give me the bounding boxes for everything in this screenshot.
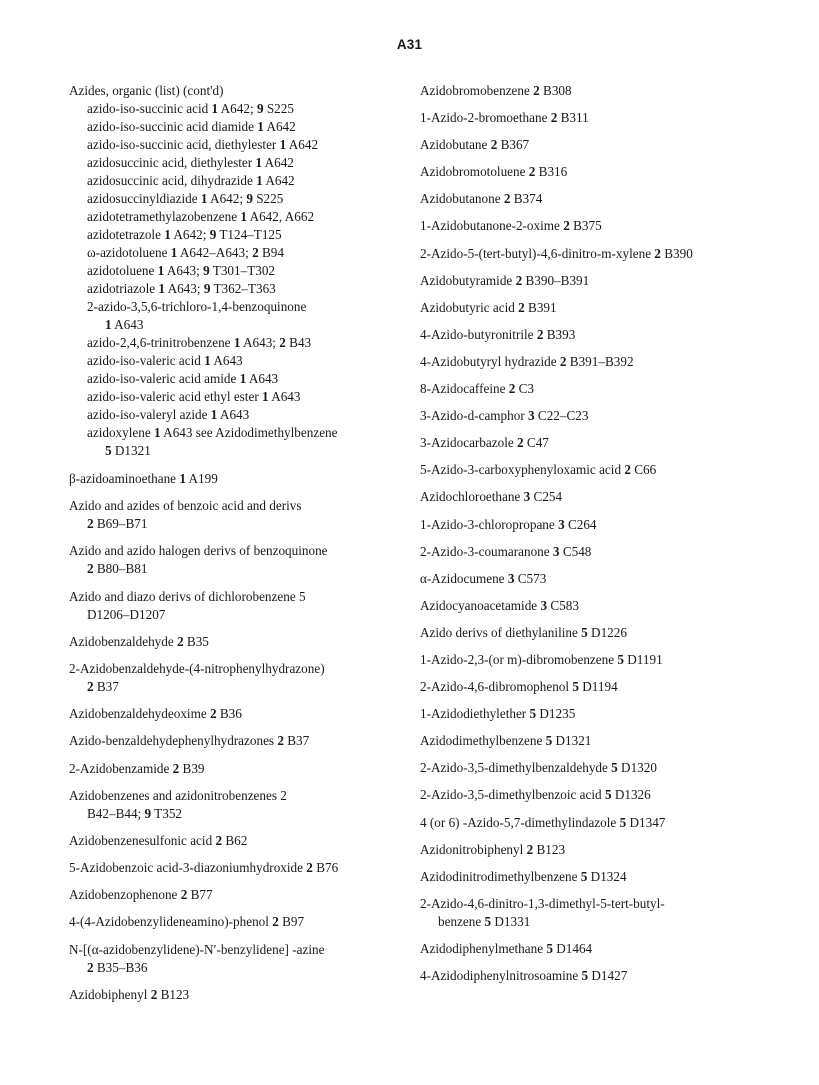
index-entry [420, 940, 740, 958]
entry-line: Azido and azides of benzoic acid and derivs [69, 498, 302, 514]
index-entry [420, 217, 740, 235]
entry-line: Azido-benzaldehydephenylhydrazones 2 B37 [69, 733, 310, 749]
group-item: azido-iso-succinic acid diamide 1 A642 [87, 119, 296, 134]
entry-line: Azidobiphenyl 2 B123 [69, 986, 190, 1002]
entry-line: 4 (or 6) -Azido-5,7-dimethylindazole 5 D1347 [420, 814, 666, 830]
group-item: azidotriazole 1 A643; 9 T362–T363 [87, 281, 276, 296]
entry-line: Azidodiphenylmethane 5 D1464 [420, 940, 593, 956]
index-entry [69, 832, 399, 850]
group-item: azidoxylene 1 A643 see Azidodimethylbenzene [87, 425, 338, 440]
index-entry [420, 868, 740, 886]
entry-line: 2-Azido-5-(tert-butyl)-4,6-dinitro-m-xylene 2 B390 [420, 245, 693, 261]
entry-line: 8-Azidocaffeine 2 C3 [420, 381, 535, 397]
entry-line: 2-Azido-3-coumaranone 3 C548 [420, 543, 592, 559]
left-entries [69, 470, 399, 1004]
index-entry [420, 895, 740, 931]
index-entry [420, 543, 740, 561]
index-entry [69, 787, 399, 823]
index-entry [69, 886, 399, 904]
index-entry [420, 786, 740, 804]
index-entry [420, 841, 740, 859]
entry-line: Azidodimethylbenzene 5 D1321 [420, 733, 592, 749]
index-entry [69, 633, 399, 651]
entry-line: 3-Azido-d-camphor 3 C22–C23 [420, 408, 589, 424]
group-item: azido-iso-valeric acid 1 A643 [87, 353, 243, 368]
index-entry [69, 588, 399, 624]
right-column [420, 82, 740, 994]
entry-line: 4-Azidobutyryl hydrazide 2 B391–B392 [420, 353, 634, 369]
right-entries [420, 82, 740, 985]
left-column [69, 82, 399, 1013]
index-entry [420, 109, 740, 127]
group-item: azido-iso-succinic acid 1 A642; 9 S225 [87, 101, 294, 116]
index-entry [420, 967, 740, 985]
entry-line: Azidobenzophenone 2 B77 [69, 887, 213, 903]
group-item: azidotoluene 1 A643; 9 T301–T302 [87, 263, 276, 278]
entry-line: Azidobenzaldehyde 2 B35 [69, 633, 209, 649]
entry-line: Azidonitrobiphenyl 2 B123 [420, 841, 566, 857]
group-item: azido-iso-valeryl azide 1 A643 [87, 407, 250, 422]
entry-line: Azidobutane 2 B367 [420, 137, 530, 153]
group-item: azido-2,4,6-trinitrobenzene 1 A643; 2 B43 [87, 335, 312, 350]
group-item: azido-iso-valeric acid amide 1 A643 [87, 371, 279, 386]
group-items [69, 100, 399, 460]
index-entry [420, 516, 740, 534]
index-entry [420, 245, 740, 263]
entry-line: Azido derivs of diethylaniline 5 D1226 [420, 624, 627, 640]
index-entry [69, 859, 399, 877]
index-entry [420, 272, 740, 290]
index-entry [69, 705, 399, 723]
entry-line: 4-Azido-butyronitrile 2 B393 [420, 326, 576, 342]
entry-line: 5-Azidobenzoic acid-3-diazoniumhydroxide 2 B76 [69, 860, 339, 876]
index-entry [69, 660, 399, 696]
group-item: 2-azido-3,5,6-trichloro-1,4-benzoquinone [87, 299, 307, 314]
index-entry [420, 82, 740, 100]
entry-line: 2-Azidobenzaldehyde-(4-nitrophenylhydrazone) [69, 660, 325, 676]
index-entry [420, 597, 740, 615]
entry-line: Azidocyanoacetamide 3 C583 [420, 597, 579, 613]
entry-continuation: 2 B37 [87, 678, 119, 694]
entry-line: N-[(α-azidobenzylidene)-N′-benzylidene] -azine [69, 941, 325, 957]
entry-line: 1-Azido-2,3-(or m)-dibromobenzene 5 D1191 [420, 651, 663, 667]
entry-line: 2-Azido-3,5-dimethylbenzaldehyde 5 D1320 [420, 760, 657, 776]
entry-line: 1-Azido-2-bromoethane 2 B311 [420, 110, 589, 126]
entry-continuation: 2 B80–B81 [87, 561, 148, 577]
index-entry [420, 759, 740, 777]
entry-continuation: B42–B44; 9 T352 [87, 805, 183, 821]
entry-line: Azidobutyramide 2 B390–B391 [420, 272, 590, 288]
index-entry [420, 434, 740, 452]
group-item: azido-iso-succinic acid, diethylester 1 A642 [87, 137, 319, 152]
entry-continuation: 2 B69–B71 [87, 516, 148, 532]
index-entry [420, 299, 740, 317]
index-entry [420, 814, 740, 832]
group-item: 1 A643 [105, 317, 144, 332]
entry-line: Azidobenzenesulfonic acid 2 B62 [69, 832, 248, 848]
entry-line: Azidobenzaldehydeoxime 2 B36 [69, 706, 242, 722]
index-entry [420, 326, 740, 344]
index-entry [69, 760, 399, 778]
entry-line: 2-Azido-4,6-dinitro-1,3-dimethyl-5-tert-butyl- [420, 895, 665, 911]
entry-line: 2-Azido-3,5-dimethylbenzoic acid 5 D1326 [420, 787, 651, 803]
index-entry [420, 353, 740, 371]
group-item: azidosuccinic acid, diethylester 1 A642 [87, 155, 294, 170]
index-entry [420, 190, 740, 208]
entry-line: 1-Azidodiethylether 5 D1235 [420, 706, 576, 722]
index-entry [420, 136, 740, 154]
entry-line: 4-(4-Azidobenzylideneamino)-phenol 2 B97 [69, 914, 305, 930]
group-heading: Azides, organic (list) (cont'd) [69, 83, 224, 98]
entry-line: 5-Azido-3-carboxyphenyloxamic acid 2 C66 [420, 462, 657, 478]
index-entry [420, 380, 740, 398]
entry-line: Azidobromobenzene 2 B308 [420, 83, 572, 98]
index-entry [420, 732, 740, 750]
group-item: azidotetrazole 1 A642; 9 T124–T125 [87, 227, 282, 242]
index-entry [420, 570, 740, 588]
entry-line: Azido and diazo derivs of dichlorobenzene 5 [69, 588, 306, 604]
group-item: azidosuccinic acid, dihydrazide 1 A642 [87, 173, 295, 188]
page-number-header: A31 [396, 37, 423, 52]
index-entry [69, 542, 399, 578]
entry-continuation: 2 B35–B36 [87, 959, 148, 975]
entry-line: Azidodinitrodimethylbenzene 5 D1324 [420, 868, 627, 884]
group-item: 5 D1321 [105, 443, 151, 458]
entry-line: Azido and azido halogen derivs of benzoquinone [69, 543, 328, 559]
index-entry [420, 678, 740, 696]
entry-line: 2-Azido-4,6-dibromophenol 5 D1194 [420, 679, 618, 695]
entry-line: 1-Azidobutanone-2-oxime 2 B375 [420, 218, 602, 234]
index-entry [420, 705, 740, 723]
entry-line: α-Azidocumene 3 C573 [420, 570, 547, 586]
index-entry [420, 624, 740, 642]
index-entry [69, 732, 399, 750]
index-entry [69, 941, 399, 977]
entry-line: Azidobutyric acid 2 B391 [420, 299, 557, 315]
index-entry [69, 986, 399, 1004]
entry-continuation: benzene 5 D1331 [438, 913, 531, 929]
entry-line: 4-Azidodiphenylnitrosoamine 5 D1427 [420, 968, 628, 983]
entry-line: Azidobromotoluene 2 B316 [420, 164, 568, 180]
index-entry [420, 461, 740, 479]
entry-line: Azidobenzenes and azidonitrobenzenes 2 [69, 787, 287, 803]
entry-line: β-azidoaminoethane 1 A199 [69, 471, 218, 486]
index-entry [420, 163, 740, 181]
group-item: azido-iso-valeric acid ethyl ester 1 A643 [87, 389, 301, 404]
entry-line: 3-Azidocarbazole 2 C47 [420, 435, 549, 451]
index-entry [69, 497, 399, 533]
entry-line: Azidobutanone 2 B374 [420, 191, 543, 207]
entry-line: 2-Azidobenzamide 2 B39 [69, 760, 205, 776]
index-entry [69, 470, 399, 488]
group-item: azidotetramethylazobenzene 1 A642, A662 [87, 209, 315, 224]
index-entry [420, 488, 740, 506]
group-item: azidosuccinyldiazide 1 A642; 9 S225 [87, 191, 284, 206]
group-item: ω-azidotoluene 1 A642–A643; 2 B94 [87, 245, 284, 260]
entry-line: 1-Azido-3-chloropropane 3 C264 [420, 516, 597, 532]
index-entry [420, 407, 740, 425]
entry-continuation: D1206–D1207 [87, 606, 166, 622]
entry-line: Azidochloroethane 3 C254 [420, 489, 563, 505]
index-entry [420, 651, 740, 669]
index-entry [69, 913, 399, 931]
